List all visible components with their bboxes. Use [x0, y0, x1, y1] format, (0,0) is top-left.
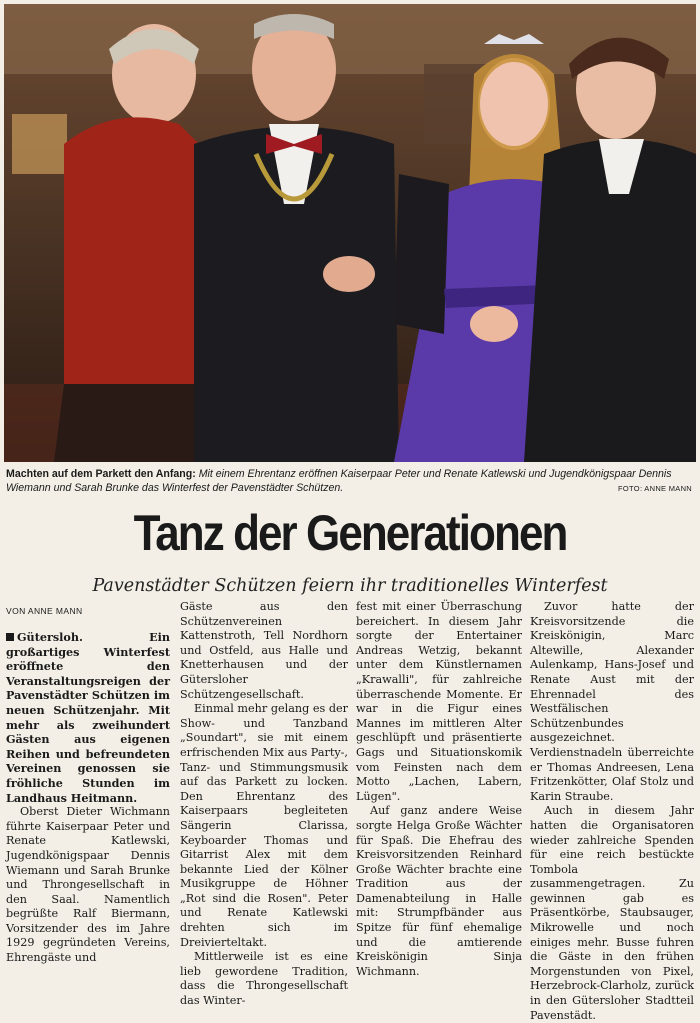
dancing-couples-photo — [4, 4, 696, 462]
article-column-4 — [530, 600, 694, 1023]
article-paragraph: Oberst Dieter Wichmann führte Kaiserpaar Peter und Renate Katlewski, Jugendkönigspaar Dennis Wiemann und Sarah Brunke und Throngesellschaft in den Saal. Namentlich begrüßte Ralf Biermann, Vorsitzender des im Jahre 1929 gegründeten Vereins, Ehrengäste und — [6, 805, 170, 965]
article-paragraph: Einmal mehr gelang es der Show- und Tanzband „Soundart", sie mit einem erfrischenden Mix aus Party-, Tanz- und Stimmungsmusik auf das Parkett zu locken. Den Ehrentanz des Kaiserpaars begleiteten Sängerin Clarissa, Keyboarder Thomas und Gitarrist Alex mit dem bekannte Lied der Kölner Musikgruppe de Höhner „Rot sind die Rosen". Peter und Renate Katlewski drehten sich im Dreivierteltakt. — [180, 702, 348, 949]
article-column-3 — [356, 600, 522, 979]
square-bullet-icon — [6, 633, 14, 641]
subheadline: Pavenstädter Schützen feiern ihr traditionelles Winterfest — [92, 576, 608, 596]
caption-lead: Machten auf dem Parkett den Anfang: — [6, 468, 196, 480]
caption-text: Mit einem Ehrentanz eröffnen Kaiserpaar Peter und Renate Katlewski und Jugendkönigspaar Dennis Wiemann und Sarah Brunke das Winterfest der Pavenstädter Schützen. — [6, 468, 672, 494]
byline: VON ANNE MANN — [6, 606, 83, 616]
article-column-1 — [6, 630, 170, 966]
article-photo — [4, 4, 696, 462]
photo-credit: FOTO: ANNE MANN — [618, 484, 692, 493]
article-paragraph: Gäste aus den Schützenvereinen Kattenstroth, Tell Nordhorn und Ostfeld, aus Halle und Knetterhausen und der Gütersloher Schützengesellschaft. — [180, 600, 348, 701]
headline: Tanz der Generationen — [133, 505, 567, 561]
article-paragraph: fest mit einer Überraschung bereichert. In diesem Jahr sorgte der Entertainer Andreas Wetzig, bekannt unter dem Künstlernamen „Krawalli", für zahlreiche überraschende Momente. Er war in die Figur eines Mannes im mittleren Alter geschlüpft und präsentierte Gags und Situationskomik vom Feinsten nach dem Motto „Lachen, Labern, Lügen". — [356, 600, 522, 803]
photo-caption — [6, 467, 694, 495]
article-paragraph: Mittlerweile ist es eine lieb gewordene Tradition, dass die Throngesellschaft das Winter- — [180, 950, 348, 1008]
intro-paragraph: Gütersloh. Ein großartiges Winterfest eröffnete den Veranstaltungsreigen der Pavenstädter Schützen im neuen Schützenjahr. Mit mehr als zweihundert Gästen aus eigenen Reihen und befreundeten Vereinen genossen sie fröhliche Stunden im Landhaus Heitmann. — [6, 630, 170, 805]
article-paragraph: Zuvor hatte der Kreisvorsitzende die Kreiskönigin, Marc Altewille, Alexander Aulenkamp, Hans-Josef und Renate Aust mit der Ehrennadel des Westfälischen Schützenbundes ausgezeichnet. Verdienstnadeln überreichte er Thomas Andreesen, Lena Fritzenkötter, Olaf Stolz und Karin Straube. — [530, 600, 694, 803]
article-paragraph: Auch in diesem Jahr hatten die Organisatoren wieder zahlreiche Spenden für eine reich bestückte Tombola zusammengetragen. Zu gewinnen gab es Präsentkörbe, Staubsauger, Mikrowelle und noch einiges mehr. Busse fuhren die Gäste in den frühen Morgenstunden von Pixel, Herzebrock-Clarholz, zurück in den Gütersloher Stadtteil Pavenstädt. — [530, 804, 694, 1022]
article-column-2 — [180, 600, 348, 1009]
article-paragraph: Auf ganz andere Weise sorgte Helga Große Wächter für Spaß. Die Ehefrau des Kreisvorsitzenden Reinhard Große Wächter brachte eine Tradition aus der Damenabteilung in Halle mit: Strumpfbänder aus Spitze für fünf ehemalige und die amtierende Kreiskönigin Sinja Wichmann. — [356, 804, 522, 978]
